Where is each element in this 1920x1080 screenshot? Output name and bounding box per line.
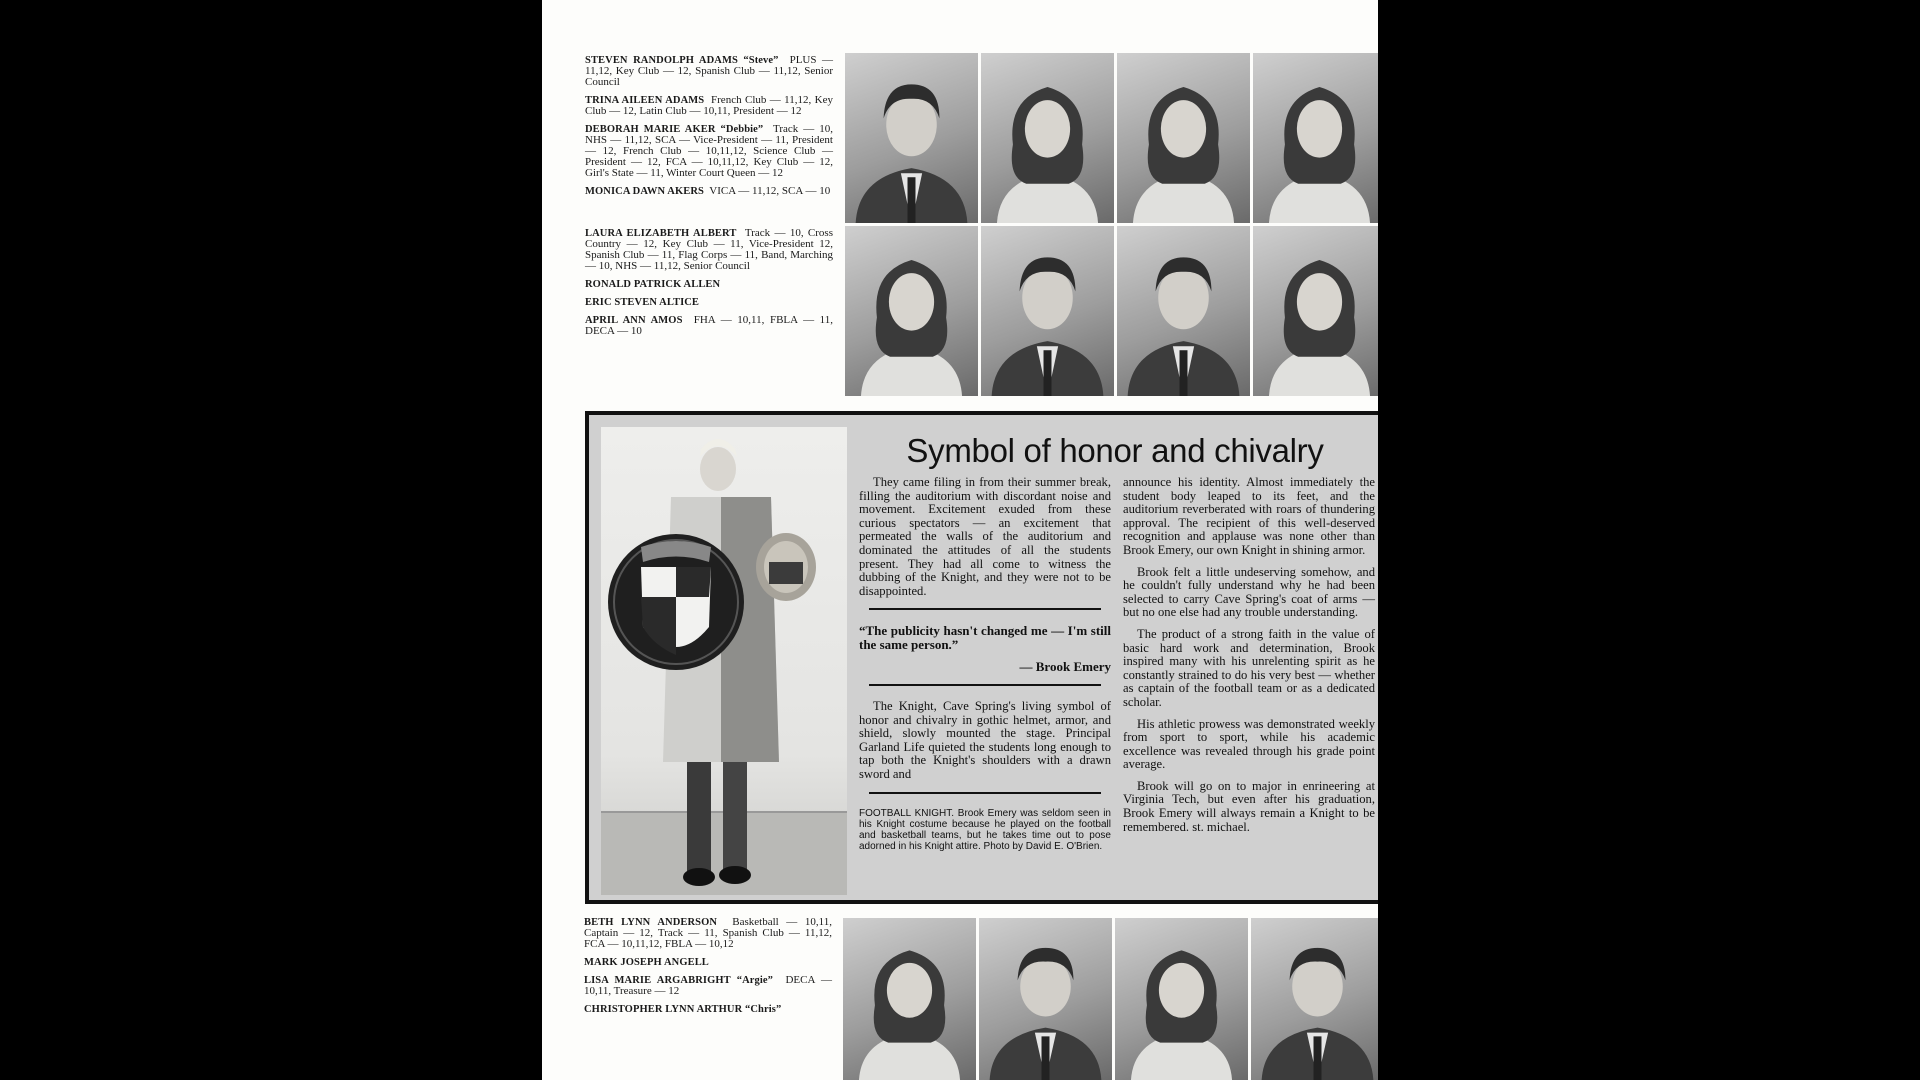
senior-entry: STEVEN RANDOLPH ADAMS “Steve” PLUS — 11,12, Key Club — 12, Spanish Club — 11,12, Senior Council: [585, 54, 833, 88]
knight-photo: [601, 427, 847, 895]
portrait-silhouette: [1117, 226, 1250, 396]
article-paragraph: announce his identity. Almost immediately the student body leaped to its feet, and the auditorium reverberated with roars of thundering approval. The recipient of this well-deserved recognition and applause was none other than Brook Emery, our own Knight in shining armor.: [1123, 475, 1375, 557]
senior-entry: APRIL ANN AMOS FHA — 10,11, FBLA — 11, DECA — 10: [585, 314, 833, 337]
article-column-right: [1123, 476, 1375, 842]
portrait-silhouette: [1253, 226, 1378, 396]
article-paragraph: Brook felt a little undeserving somehow, and he couldn't fully understand why he had been selected to carry Cave Spring's coat of arms — but no one else had any trouble understanding.: [1123, 564, 1375, 620]
portrait-photo: [981, 53, 1114, 223]
photo-caption: FOOTBALL KNIGHT. Brook Emery was seldom seen in his Knight costume because he played on the football and basketball teams, but he takes time out to pose adorned in his Knight attire. Photo by David E. O'Brien.: [859, 807, 1111, 852]
portrait-photo: [1253, 53, 1378, 223]
yearbook-page: [542, 0, 1378, 1080]
senior-names-top: [585, 55, 833, 344]
divider: [869, 792, 1101, 794]
portrait-photo: [1251, 918, 1378, 1080]
portrait-silhouette: [1251, 918, 1378, 1080]
portrait-photo: [1117, 226, 1250, 396]
portrait-silhouette: [981, 226, 1114, 396]
senior-entry: LAURA ELIZABETH ALBERT Track — 10, Cross Country — 12, Key Club — 11, Vice-President 12, Spanish Club — 11, Flag Corps — 11, Band, Marching — 10, NHS — 11,12, Senior Council: [585, 227, 833, 272]
senior-entry: TRINA AILEEN ADAMS French Club — 11,12, Key Club — 12, Latin Club — 10,11, President — 12: [585, 94, 833, 117]
portrait-photo: [843, 918, 976, 1080]
portrait-silhouette: [1117, 53, 1250, 223]
portrait-grid-top: [845, 53, 1378, 396]
article-paragraph: The Knight, Cave Spring's living symbol of honor and chivalry in gothic helmet, armor, and shield, slowly mounted the stage. Principal Garland Life quieted the students long enough to tap both the Knight's shoulders with a drawn sword and: [859, 698, 1111, 781]
portrait-photo: [1117, 53, 1250, 223]
senior-entry: ERIC STEVEN ALTICE: [585, 297, 700, 308]
portrait-photo: [845, 53, 978, 223]
portrait-silhouette: [845, 53, 978, 223]
portrait-photo: [981, 226, 1114, 396]
feature-story: [585, 411, 1378, 904]
divider: [869, 608, 1101, 610]
article-paragraph: They came filing in from their summer break, filling the auditorium with discordant noise and movement. Excitement exuded from these curious spectators — an excitement that permeated the walls of the auditorium and dominated the attitudes of all the students present. They had all come to witness the dubbing of the Knight, and they were not to be disappointed.: [859, 475, 1111, 598]
senior-names-bottom: [584, 917, 832, 1022]
portrait-photo: [845, 226, 978, 396]
senior-entry: CHRISTOPHER LYNN ARTHUR “Chris”: [584, 1004, 782, 1015]
senior-entry: MONICA DAWN AKERS VICA — 11,12, SCA — 10: [585, 185, 831, 197]
senior-entry: RONALD PATRICK ALLEN: [585, 279, 721, 290]
pull-quote: “The publicity hasn't changed me — I'm still the same person.”: [859, 623, 1111, 653]
portrait-silhouette: [979, 918, 1112, 1080]
portrait-silhouette: [981, 53, 1114, 223]
portrait-photo: [979, 918, 1112, 1080]
knight-illustration: [601, 427, 847, 895]
divider: [869, 684, 1101, 686]
article-paragraph: Brook will go on to major in enrineering at Virginia Tech, but even after his graduation, Brook Emery will always remain a Knight to be remembered. st. michael.: [1123, 778, 1375, 834]
portrait-silhouette: [845, 226, 978, 396]
portrait-silhouette: [1115, 918, 1248, 1080]
pull-quote-attribution: — Brook Emery: [1019, 659, 1111, 675]
article-column-left: [859, 476, 1111, 852]
senior-entry: MARK JOSEPH ANGELL: [584, 957, 709, 968]
article-paragraph: The product of a strong faith in the value of basic hard work and determination, Brook inspired many with his unrelenting spirit as he constantly strained to do his very best — whether as captain of the football team or as a dedicated scholar.: [1123, 626, 1375, 709]
portrait-silhouette: [843, 918, 976, 1080]
feature-headline: Symbol of honor and chivalry: [906, 432, 1324, 469]
senior-entry: BETH LYNN ANDERSON Basketball — 10,11, Captain — 12, Track — 11, Spanish Club — 11,12, FCA — 10,11,12, FBLA — 10,12: [584, 916, 832, 950]
portrait-photo: [1115, 918, 1248, 1080]
portrait-silhouette: [1253, 53, 1378, 223]
senior-entry: DEBORAH MARIE AKER “Debbie” Track — 10, NHS — 11,12, SCA — Vice-President — 11, President — 12, French Club — 10,11,12, Science Club — President — 12, FCA — 10,11,12, Key Club — 12, Girl's State — 11, Winter Court Queen — 12: [585, 123, 833, 179]
portrait-grid-bottom: [843, 918, 1378, 1080]
portrait-photo: [1253, 226, 1378, 396]
article-paragraph: His athletic prowess was demonstrated weekly from sport to sport, while his academic excellence was revealed through his grade point average.: [1123, 716, 1375, 772]
senior-entry: LISA MARIE ARGABRIGHT “Argie” DECA — 10,11, Treasure — 12: [584, 974, 832, 997]
